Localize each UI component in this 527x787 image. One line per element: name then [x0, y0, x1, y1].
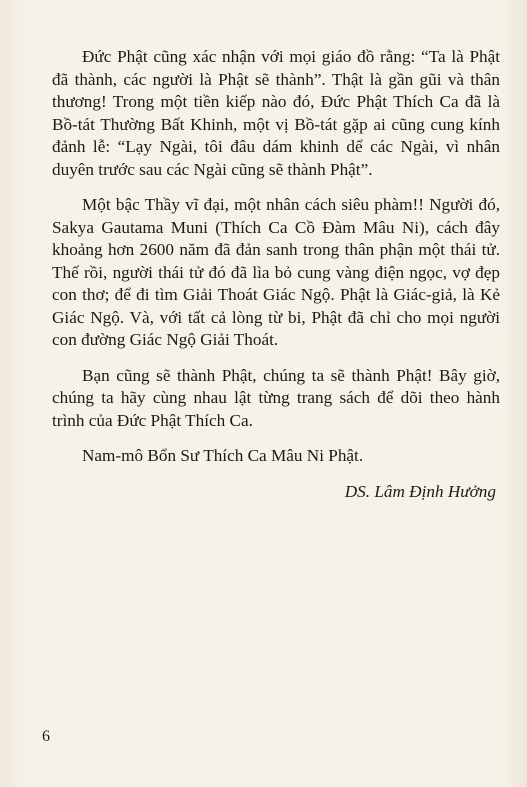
- page-number: 6: [42, 728, 50, 745]
- paragraph-1: Đức Phật cũng xác nhận với mọi giáo đồ rằng: “Ta là Phật đã thành, các người là Phật sẽ thành”. Thật là gần gũi và thân thương! Trong một tiền kiếp nào đó, Đức Phật Thích Ca đã là Bồ-tát Thường Bất Khinh, một vị Bồ-tát gặp ai cũng cung kính đảnh lễ: “Lạy Ngài, tôi đâu dám khinh dể các Ngài, vì nhân duyên trước sau các Ngài cũng sẽ thành Phật”.: [52, 47, 500, 179]
- paragraph-3: Bạn cũng sẽ thành Phật, chúng ta sẽ thành Phật! Bây giờ, chúng ta hãy cùng nhau lật từng trang sách để dõi theo hành trình của Đức Phật Thích Ca.: [52, 365, 500, 430]
- main-text: [52, 46, 500, 503]
- author-signature: DS. Lâm Định Hưởng: [344, 481, 496, 501]
- paragraph-2: Một bậc Thầy vĩ đại, một nhân cách siêu phàm!! Người đó, Sakya Gautama Muni (Thích Ca Cồ Đàm Mâu Ni), cách đây khoảng hơn 2600 năm đã đản sanh trong thân phận một thái tử. Thế rồi, người thái tử đó đã lìa bỏ cung vàng điện ngọc, vợ đẹp con thơ; để đi tìm Giải Thoát Giác Ngộ. Phật là Giác-giả, là Kẻ Giác Ngộ. Và, với tất cả lòng từ bi, Phật đã chỉ cho mọi người con đường Giác Ngộ Giải Thoát.: [52, 195, 500, 349]
- closing-prayer: Nam-mô Bổn Sư Thích Ca Mâu Ni Phật.: [82, 446, 364, 465]
